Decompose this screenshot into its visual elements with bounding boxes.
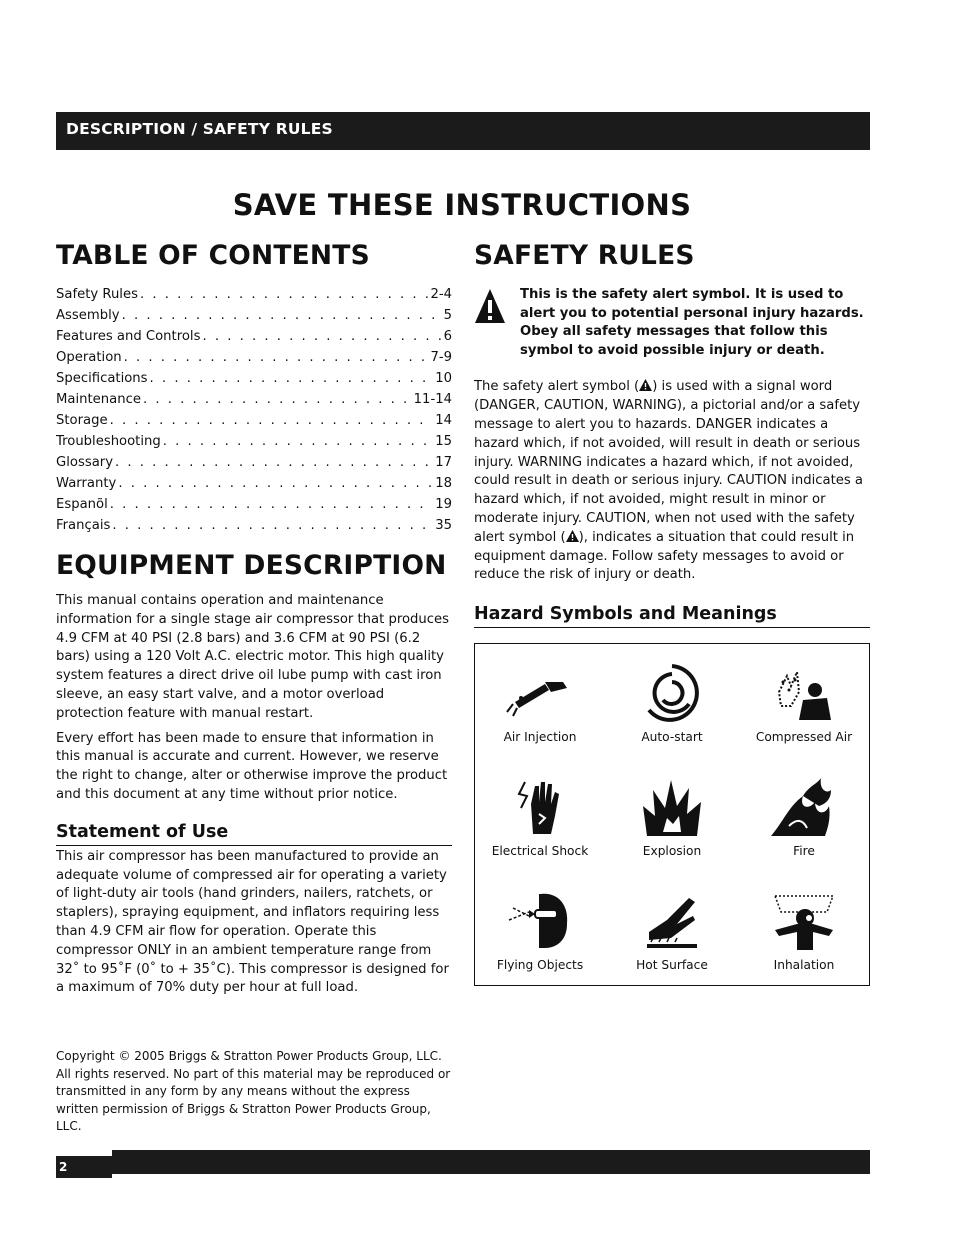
hazard-compressed-air [739,662,869,744]
flying-objects-icon [505,890,575,952]
toc-leader [110,494,433,515]
table-of-contents [56,284,452,536]
equipment-paragraph-2: Every effort has been made to ensure that information in this manual is accurate and current. However, we reserve the right to change, alter or otherwise improve the product and this document at any time without prior notice. [56,730,448,802]
auto-start-icon [637,662,707,724]
toc-entry-name: Warranty [56,476,117,491]
hazard-label: Inhalation [773,958,835,972]
air-injection-icon [505,662,575,724]
toc-leader [163,431,433,452]
toc-entry-page: 17 [435,455,452,470]
toc-entry[interactable] [56,326,452,347]
toc-entry[interactable] [56,473,452,494]
toc-entry-page: 11-14 [413,392,452,407]
toc-entry[interactable] [56,347,452,368]
equipment-paragraph-1: This manual contains operation and maintenance information for a single stage air compressor that produces 4.9 CFM at 40 PSI (2.8 bars) and 3.6 CFM at 90 PSI (6.2 bars) using a 120 Volt A.C. electric motor. This high quality system features a direct drive oil lube pump with cast iron sleeve, an easy start valve, and a motor overload protection feature with manual restart. [56,593,450,721]
toc-entry-page: 5 [443,308,452,323]
toc-leader [143,389,412,410]
toc-entry-page: 7-9 [430,350,452,365]
hazard-label: Compressed Air [755,730,853,744]
toc-entry[interactable] [56,452,452,473]
toc-entry-page: 14 [435,413,452,428]
toc-entry-name: Operation [56,350,122,365]
safety-alert-text: This is the safety alert symbol. It is used to alert you to potential personal injury hazards. Obey all safety messages that follow this symbol to avoid possible injury or death. [520,287,864,358]
toc-entry-page: 19 [435,497,452,512]
toc-leader [118,473,433,494]
toc-entry-name: Espanõl [56,497,108,512]
toc-entry[interactable] [56,305,452,326]
toc-entry[interactable] [56,368,452,389]
explosion-icon [637,776,707,838]
hazard-label: Electrical Shock [491,844,589,858]
hazard-label: Flying Objects [496,958,584,972]
toc-leader [112,515,433,536]
toc-entry[interactable] [56,494,452,515]
hazard-fire [739,776,869,858]
hazard-flying-objects [475,890,605,972]
toc-leader [150,368,434,389]
safety-text-part: The safety alert symbol ( [474,379,640,395]
electrical-shock-icon [505,776,575,838]
toc-entry-page: 35 [435,518,452,533]
toc-entry[interactable] [56,515,452,536]
statement-heading: Statement of Use [56,821,452,846]
section-header-label: DESCRIPTION / SAFETY RULES [66,120,333,138]
toc-entry-name: Maintenance [56,392,141,407]
toc-entry-name: Troubleshooting [56,434,161,449]
fire-icon [769,776,839,838]
page-number-tab [56,1156,112,1178]
safety-alert-icon [566,530,579,542]
toc-leader [122,305,442,326]
hazard-hot-surface [607,890,737,972]
safety-text-part: ) is used with a signal word (DANGER, CAUTION, WARNING), a pictorial and/or a safety message to alert you to hazards. DANGER indicates a hazard which, if not avoided, will result in death or serious injury. WARNING indicates a hazard which, if not avoided, could result in death or serious injury. CAUTION indicates a hazard which, if not avoided, might result in minor or moderate injury. CAUTION, when not used with the safety alert symbol ( [474,379,863,545]
compressed-air-icon [769,662,839,724]
toc-entry-page: 6 [443,329,452,344]
equipment-heading: EQUIPMENT DESCRIPTION [56,550,447,581]
safety-text-part: ), indicates a situation that could result in equipment damage. Follow safety messages to avoid or reduce the risk of injury or death. [474,529,855,583]
hazard-label: Explosion [642,844,702,858]
toc-entry-name: Français [56,518,111,533]
toc-entry[interactable] [56,284,452,305]
hazard-electrical-shock [475,776,605,858]
right-column [474,240,870,628]
page-title: SAVE THESE INSTRUCTIONS [232,188,692,222]
inhalation-icon [769,890,839,952]
hazard-symbols-grid [474,643,870,986]
hot-surface-icon [637,890,707,952]
toc-leader [202,326,441,347]
footer-bar [112,1150,870,1174]
hazard-label: Air Injection [503,730,577,744]
toc-entry-name: Assembly [56,308,120,323]
safety-alert-callout [474,286,870,360]
toc-entry-name: Safety Rules [56,287,138,302]
hazard-label: Hot Surface [636,958,708,972]
toc-entry-page: 2-4 [430,287,452,302]
hazard-air-injection [475,662,605,744]
hazard-explosion [607,776,737,858]
toc-leader [115,452,433,473]
toc-entry-name: Specifications [56,371,148,386]
toc-entry-name: Storage [56,413,108,428]
toc-heading: TABLE OF CONTENTS [56,240,370,271]
toc-entry-page: 15 [435,434,452,449]
toc-entry-page: 10 [435,371,452,386]
safety-alert-explanation [474,378,870,585]
toc-entry[interactable] [56,389,452,410]
toc-entry-page: 18 [435,476,452,491]
hazard-inhalation [739,890,869,972]
safety-heading: SAFETY RULES [474,240,695,271]
safety-alert-icon [639,379,652,391]
toc-entry[interactable] [56,410,452,431]
toc-leader [140,284,429,305]
safety-alert-icon [474,288,506,324]
hazard-auto-start [607,662,737,744]
toc-entry-name: Features and Controls [56,329,201,344]
page-number: 2 [59,1160,68,1174]
hazard-heading: Hazard Symbols and Meanings [474,603,870,628]
copyright-notice: Copyright © 2005 Briggs & Stratton Power Products Group, LLC. All rights reserved. No part of this material may be reproduced or transmitted in any form by any means without the express written permission of Briggs & Stratton Power Products Group, LLC. [56,1049,451,1134]
left-column [56,240,452,998]
hazard-label: Fire [793,844,815,858]
section-header-bar [56,112,870,150]
toc-leader [110,410,434,431]
toc-leader [124,347,429,368]
toc-entry[interactable] [56,431,452,452]
toc-entry-name: Glossary [56,455,113,470]
hazard-label: Auto-start [641,730,703,744]
statement-text: This air compressor has been manufactured to provide an adequate volume of compressed air for operating a variety of light-duty air tools (hand grinders, nailers, ratchets, or staplers), spraying equipment, and inflators requiring less than 4.9 CFM air flow for operation. Operate this compressor ONLY in an ambient temperature range from 32˚ to 95˚F (0˚ to + 35˚C). This compressor is designed for a maximum of 70% duty per hour at full load. [56,848,449,996]
